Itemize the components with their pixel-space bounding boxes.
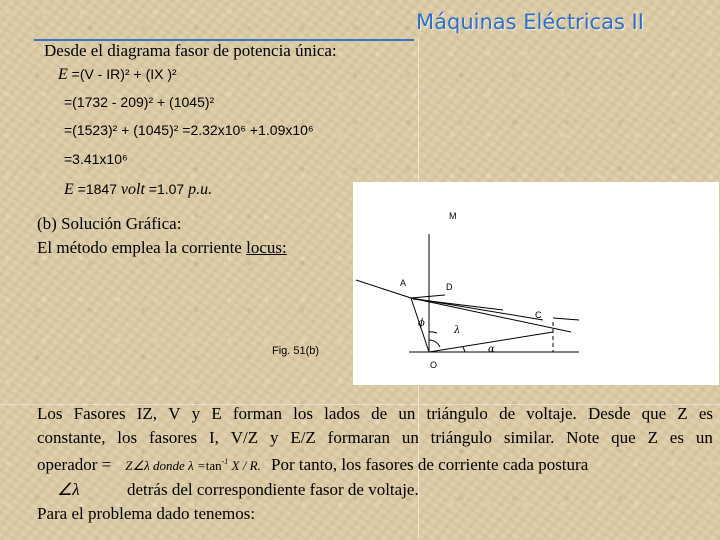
paragraph-word: los (117, 428, 138, 447)
paragraph-word: I, (208, 428, 219, 447)
angle-phi-arc (429, 332, 437, 333)
paragraph-word: IZ, (136, 404, 158, 423)
solution-method (37, 238, 287, 258)
label-a: A (400, 278, 407, 288)
paragraph-word: V (168, 404, 181, 423)
phasor-diagram-svg (353, 182, 719, 385)
equation-5-tail: =1.07 (144, 181, 189, 197)
operator-formula-lead: Z∠λ donde λ = (125, 458, 206, 473)
solution-method-link: locus: (246, 238, 287, 257)
paragraph-word: un (401, 428, 419, 447)
label-c: C (535, 310, 542, 320)
operator-tan: tan (205, 458, 222, 473)
equation-5-pu: p.u. (188, 181, 213, 198)
equation-5 (64, 181, 212, 199)
paragraph-word: Los (37, 404, 63, 423)
label-alpha: α (488, 344, 495, 355)
paragraph-word: Note (566, 428, 600, 447)
solution-heading: (b) Solución Gráfica: (37, 214, 182, 233)
angle-lambda-arc (429, 340, 440, 347)
label-m: M (449, 211, 457, 221)
paragraph-word: triángulo (430, 428, 493, 447)
paragraph-line-3 (37, 450, 713, 478)
operator-tail: X / R. (228, 458, 261, 473)
paragraph-word: un (695, 428, 713, 447)
equation-2: =(1732 - 209)² + (1045)² (64, 94, 215, 110)
explanation-paragraph (37, 402, 713, 526)
paragraph-word: similar. (503, 428, 555, 447)
equation-5-unit: volt (120, 181, 145, 198)
paragraph-word: es (669, 428, 684, 447)
line-to-c (411, 298, 571, 332)
paragraph-line-3-end: Por tanto, los fasores de corriente cada postura (266, 455, 589, 474)
paragraph-line-2 (37, 426, 713, 450)
paragraph-word: los (293, 404, 313, 423)
equation-1-lhs: E (58, 66, 68, 83)
paragraph-word: Fasores (73, 404, 126, 423)
angle-lambda-symbol: ∠λ (57, 480, 80, 499)
paragraph-line-4 (37, 478, 713, 502)
paragraph-word: voltaje. (526, 404, 577, 423)
paragraph-word: E (211, 404, 222, 423)
paragraph-word: que (611, 428, 636, 447)
paragraph-word: que (641, 404, 667, 423)
equation-1-rest: =(V - IR)² + (IX )² (67, 66, 177, 82)
paragraph-word: constante, (37, 428, 106, 447)
paragraph-word: de (499, 404, 516, 423)
paragraph-line-4-text: detrás del correspondiente fasor de voltaje. (127, 480, 419, 499)
operator-formula (125, 458, 261, 473)
paragraph-word: fasores (148, 428, 198, 447)
label-lambda: λ (454, 325, 461, 336)
intro-text: Desde el diagrama fasor de potencia única: (44, 41, 337, 60)
equation-3: =(1523)² + (1045)² =2.32x10⁶ +1.09x10⁶ (64, 122, 314, 138)
paragraph-word: Z (647, 428, 658, 447)
paragraph-word: de (371, 404, 388, 423)
paragraph-word: y (269, 428, 279, 447)
paragraph-word: Z (677, 404, 688, 423)
label-o: O (430, 360, 438, 370)
phasor-diagram (353, 182, 719, 385)
paragraph-line-1 (37, 402, 713, 426)
line-right (553, 318, 579, 320)
paragraph-word: V/Z (230, 428, 259, 447)
paragraph-word: Desde (587, 404, 631, 423)
equation-5-lhs: E (64, 181, 74, 198)
paragraph-word: E/Z (290, 428, 316, 447)
figure-caption: Fig. 51(b) (272, 345, 320, 357)
paragraph-word: un (398, 404, 416, 423)
paragraph-line-5: Para el problema dado tenemos: (37, 504, 256, 523)
paragraph-word: es (698, 404, 713, 423)
label-d: D (446, 282, 453, 292)
operator-exponent: -1 (221, 457, 229, 466)
paragraph-line-3-start: operador = (37, 455, 112, 474)
equation-4: =3.41x10⁶ (64, 151, 128, 167)
paragraph-word: y (191, 404, 201, 423)
label-phi: ϕ (418, 318, 425, 329)
solution-method-text: El método emplea la corriente (37, 238, 247, 257)
equation-5-mid: =1847 (73, 181, 121, 197)
angle-alpha-arc (463, 347, 465, 352)
paragraph-word: forman (232, 404, 282, 423)
paragraph-word: triángulo (426, 404, 488, 423)
slide-title: Máquinas Eléctricas II (416, 10, 644, 34)
equation-1 (58, 66, 177, 84)
line-ad (411, 295, 445, 298)
paragraph-word: formaran (327, 428, 390, 447)
paragraph-word: lados (324, 404, 360, 423)
